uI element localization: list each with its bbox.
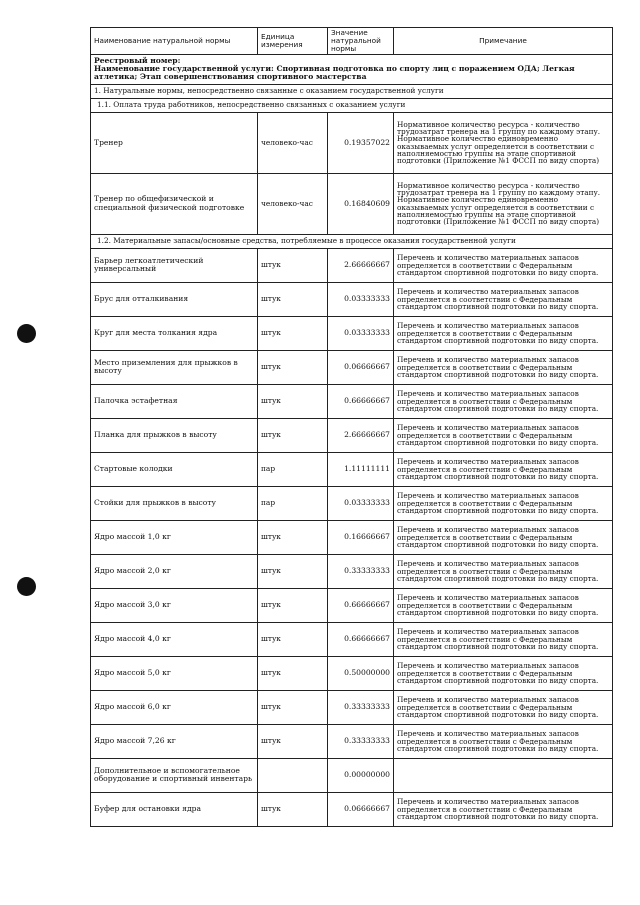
norm-unit: штук [258,588,328,622]
norm-note: Перечень и количество материальных запасов определяется в соответствии с Федеральным стандартом спортивной подготовки по виду спорта. [394,622,613,656]
material-row [91,486,613,520]
norm-name: Место приземления для прыжков в высоту [91,350,258,384]
norm-unit: штук [258,350,328,384]
norm-unit: человеко-час [258,112,328,173]
norm-note: Перечень и количество материальных запасов определяется в соответствии с Федеральным стандартом спортивной подготовки по виду спорта. [394,384,613,418]
norm-note: Перечень и количество материальных запасов определяется в соответствии с Федеральным стандартом спортивной подготовки по виду спорта. [394,792,613,826]
norm-note: Перечень и количество материальных запасов определяется в соответствии с Федеральным стандартом спортивной подготовки по виду спорта. [394,418,613,452]
norm-unit: человеко-час [258,173,328,234]
norm-unit: штук [258,554,328,588]
norm-note: Перечень и количество материальных запасов определяется в соответствии с Федеральным стандартом спортивной подготовки по виду спорта. [394,588,613,622]
norm-note: Перечень и количество материальных запасов определяется в соответствии с Федеральным стандартом спортивной подготовки по виду спорта. [394,486,613,520]
norm-value: 0.50000000 [328,656,394,690]
section-title: 1. Натуральные нормы, непосредственно связанные с оказанием государственной услуги [91,84,613,98]
header-name: Наименование натуральной нормы [91,28,258,55]
norm-value: 0.16840609 [328,173,394,234]
subsection-row [91,234,613,248]
table-header [91,28,613,55]
norm-value: 1.11111111 [328,452,394,486]
norm-name: Стойки для прыжков в высоту [91,486,258,520]
norm-unit: штук [258,248,328,282]
header-value: Значение натуральной нормы [328,28,394,55]
norm-note [394,758,613,792]
norm-note: Нормативное количество ресурса - количество трудозатрат тренера на 1 группу по каждому этапу. Нормативное количество единовременно оказываемых услуг определяется в соответствии с наполняемостью группы на этапе спортивной подготовки (Приложение №1 ФССП по виду спорта) [394,112,613,173]
norm-unit [258,758,328,792]
norm-note: Перечень и количество материальных запасов определяется в соответствии с Федеральным стандартом спортивной подготовки по виду спорта. [394,248,613,282]
material-row [91,724,613,758]
material-row [91,316,613,350]
subsection-title-staff: 1.1. Оплата труда работников, непосредственно связанных с оказанием услуги [91,98,613,112]
norm-name: Круг для места толкания ядра [91,316,258,350]
norm-value: 0.16666667 [328,520,394,554]
material-row [91,282,613,316]
norm-name: Барьер легкоатлетический универсальный [91,248,258,282]
norm-note: Перечень и количество материальных запасов определяется в соответствии с Федеральным стандартом спортивной подготовки по виду спорта. [394,350,613,384]
material-row [91,452,613,486]
registry-label: Реестровый номер: [94,55,181,65]
norm-note: Перечень и количество материальных запасов определяется в соответствии с Федеральным стандартом спортивной подготовки по виду спорта. [394,554,613,588]
staff-row [91,173,613,234]
registry-row [91,54,613,84]
norm-value: 0.03333333 [328,282,394,316]
norm-value: 0.00000000 [328,758,394,792]
norm-unit: штук [258,418,328,452]
norm-note: Перечень и количество материальных запасов определяется в соответствии с Федеральным стандартом спортивной подготовки по виду спорта. [394,656,613,690]
norms-table [90,27,613,827]
norm-value: 2.66666667 [328,248,394,282]
material-row [91,588,613,622]
norm-name: Планка для прыжков в высоту [91,418,258,452]
material-row [91,248,613,282]
material-row [91,758,613,792]
material-row [91,384,613,418]
norm-note: Перечень и количество материальных запасов определяется в соответствии с Федеральным стандартом спортивной подготовки по виду спорта. [394,690,613,724]
registry-cell [91,54,613,84]
norm-unit: штук [258,622,328,656]
norm-value: 0.33333333 [328,690,394,724]
material-row [91,690,613,724]
norm-unit: штук [258,316,328,350]
norm-value: 0.33333333 [328,724,394,758]
norm-value: 0.33333333 [328,554,394,588]
norm-value: 2.66666667 [328,418,394,452]
material-row [91,656,613,690]
material-row [91,792,613,826]
norm-name: Ядро массой 5,0 кг [91,656,258,690]
material-row [91,554,613,588]
norm-note: Нормативное количество ресурса - количество трудозатрат тренера на 1 группу по каждому этапу. Нормативное количество единовременно оказываемых услуг определяется в соответствии с наполняемостью группы на этапе спортивной подготовки (Приложение №1 ФССП по виду спорта) [394,173,613,234]
norm-name: Ядро массой 3,0 кг [91,588,258,622]
material-row [91,350,613,384]
norm-unit: штук [258,282,328,316]
punch-hole-bottom [17,577,36,596]
norm-unit: штук [258,690,328,724]
header-note: Примечание [394,28,613,55]
material-row [91,622,613,656]
norm-unit: штук [258,520,328,554]
norm-note: Перечень и количество материальных запасов определяется в соответствии с Федеральным стандартом спортивной подготовки по виду спорта. [394,452,613,486]
norm-name: Ядро массой 4,0 кг [91,622,258,656]
norm-name: Дополнительное и вспомогательное оборудование и спортивный инвентарь [91,758,258,792]
subsection-row [91,98,613,112]
norm-value: 0.19357022 [328,112,394,173]
norm-note: Перечень и количество материальных запасов определяется в соответствии с Федеральным стандартом спортивной подготовки по виду спорта. [394,724,613,758]
norm-unit: пар [258,452,328,486]
norm-value: 0.06666667 [328,350,394,384]
staff-row [91,112,613,173]
punch-hole-top [17,324,36,343]
norm-note: Перечень и количество материальных запасов определяется в соответствии с Федеральным стандартом спортивной подготовки по виду спорта. [394,282,613,316]
norm-name: Ядро массой 6,0 кг [91,690,258,724]
norm-unit: штук [258,792,328,826]
norm-value: 0.03333333 [328,486,394,520]
section-row [91,84,613,98]
norm-value: 0.66666667 [328,588,394,622]
material-row [91,520,613,554]
norm-value: 0.06666667 [328,792,394,826]
service-name: Наименование государственной услуги: Спортивная подготовка по спорту лиц с поражением ОДА; Легкая атлетика; Этап совершенствования спортивного мастерства [94,63,575,82]
norm-value: 0.03333333 [328,316,394,350]
norm-note: Перечень и количество материальных запасов определяется в соответствии с Федеральным стандартом спортивной подготовки по виду спорта. [394,520,613,554]
norm-name: Палочка эстафетная [91,384,258,418]
norm-note: Перечень и количество материальных запасов определяется в соответствии с Федеральным стандартом спортивной подготовки по виду спорта. [394,316,613,350]
header-unit: Единица измерения [258,28,328,55]
subsection-title-materials: 1.2. Материальные запасы/основные средства, потребляемые в процессе оказания государственной услуги [91,234,613,248]
norm-value: 0.66666667 [328,622,394,656]
norm-name: Буфер для остановки ядра [91,792,258,826]
norm-name: Брус для отталкивания [91,282,258,316]
norm-name: Тренер по общефизической и специальной физической подготовке [91,173,258,234]
norm-unit: штук [258,384,328,418]
norm-name: Ядро массой 2,0 кг [91,554,258,588]
material-row [91,418,613,452]
norm-name: Ядро массой 7,26 кг [91,724,258,758]
norm-name: Стартовые колодки [91,452,258,486]
norm-unit: штук [258,656,328,690]
norm-unit: пар [258,486,328,520]
norm-name: Тренер [91,112,258,173]
norm-unit: штук [258,724,328,758]
norm-value: 0.66666667 [328,384,394,418]
norm-name: Ядро массой 1,0 кг [91,520,258,554]
